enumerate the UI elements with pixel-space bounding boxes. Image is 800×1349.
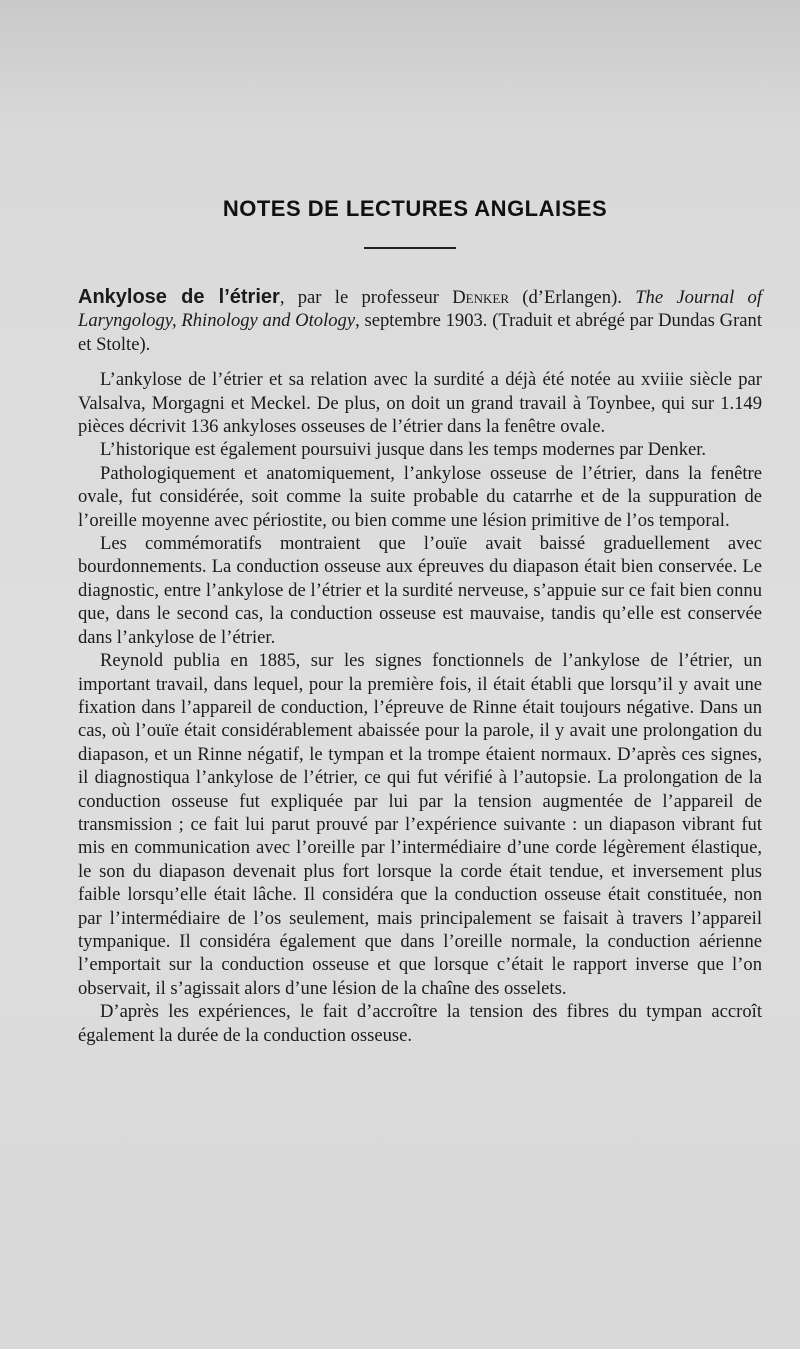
paragraph: Les commémoratifs montraient que l’ouïe avait baissé graduellement avec bourdonnements. La conduction osseuse aux épreuves du diapason était bien conservée. Le diagnostic, entre l’ankylose de l’étrier et la surdité nerveuse, s’appuie sur ce fait bien connu que, dans le second cas, la conduction osseuse est mauvaise, tandis qu’elle est conservée dans l’ankylose de l’étrier. [78,533,762,648]
article-byline: , par le professeur [279,287,453,308]
paragraph: D’après les expériences, le fait d’accroître la tension des fibres du tympan accroît également la durée de la conduction osseuse. [78,1001,762,1046]
paragraph: L’ankylose de l’étrier et sa relation avec la surdité a déjà été notée au xviiie siècle par Valsalva, Morgagni et Meckel. De plus, on doit un grand travail à Toynbee, qui sur 1.149 pièces décrivit 136 ankyloses osseuses de l’étrier dans la fenêtre ovale. [78,369,762,438]
article-affiliation: (d’Erlangen). [509,287,636,308]
title-divider [364,247,456,249]
article-title: Ankylose de l’étrier [78,286,280,308]
paragraph: Pathologiquement et anatomiquement, l’ankylose osseuse de l’étrier, dans la fenêtre ovale, fut considérée, soit comme la suite probable du catarrhe et de la suppuration de l’oreille moyenne avec périostite, ou bien comme une lésion primitive de l’os temporal. [78,462,762,531]
page-title: NOTES DE LECTURES ANGLAISES [222,196,608,221]
article-heading [78,286,762,356]
paragraph: L’historique est également poursuivi jusque dans les temps modernes par Denker. [100,439,707,461]
article-author: Denker [452,287,509,308]
article-body [78,286,762,1047]
publication-date: , septembre 1903. (Traduit et abrégé par Dundas Grant et Stolte). [78,310,762,355]
paragraph: Reynold publia en 1885, sur les signes fonctionnels de l’ankylose de l’étrier, un important travail, dans lequel, pour la première fois, il était établi que lorsqu’il y avait une fixation dans l’appareil de conduction, l’épreuve de Rinne était toujours négative. Dans un cas, où l’ouïe était considérablement abaissée pour la parole, il y avait une prolongation du diapason, et un Rinne négatif, le tympan et la trompe étaient normaux. D’après ces signes, il diagnostiqua l’ankylose de l’étrier, ce qui fut vérifié à l’autopsie. La prolongation de la conduction osseuse fut expliquée par lui par la tension augmentée de l’appareil de transmission ; ce fait lui parut prouvé par l’expérience suivante : un diapason vibrant fut mis en communication avec l’oreille par l’intermédiaire d’une corde légèrement élastique, le son du diapason devenait plus fort lorsque la corde était tendue, et inversement plus faible lorsqu’elle était lâche. Il considéra que la conduction osseuse était constituée, non par l’intermédiaire de l’os seulement, mais principalement se faisait à travers l’appareil tympanique. Il considéra également que dans l’oreille normale, la conduction aérienne l’emportait sur la conduction osseuse et que lorsque c’était le rapport inverse que l’on observait, il s’agissait alors d’une lésion de la chaîne des osselets. [78,650,762,999]
journal-name: The Journal of Laryngology, Rhinology and Otology [78,287,762,332]
